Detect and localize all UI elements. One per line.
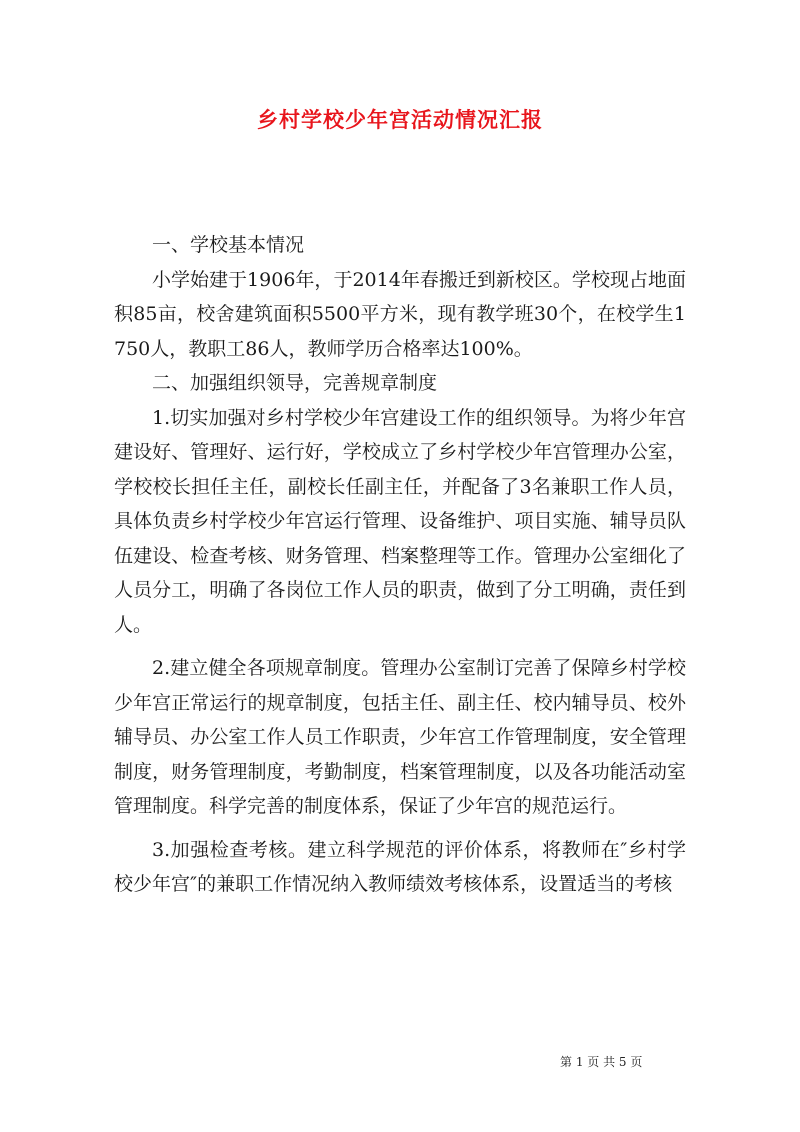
paragraph-item-1: 1.切实加强对乡村学校少年宫建设工作的组织领导。为将少年宫建设好、管理好、运行好，学校成立了乡村学校少年宫管理办公室，学校校长担任主任，副校长任副主任，并配备了3名兼职工作人员，具体负责乡村学校少年宫运行管理、设备维护、项目实施、辅导员队伍建设、检查考核、财务管理、档案整理等工作。管理办公室细化了人员分工，明确了各岗位工作人员的职责，做到了分工明确，责任到人。 (114, 406, 686, 636)
paragraph-basic-info: 小学始建于1906年，于2014年春搬迁到新校区。学校现占地面积85亩，校舍建筑面积5500平方米，现有教学班30个，在校学生1750人，教职工86人，教师学历合格率达100%。 (114, 268, 686, 360)
document-title: 乡村学校少年宫活动情况汇报 (257, 107, 543, 132)
paragraph-item-2: 2.建立健全各项规章制度。管理办公室制订完善了保障乡村学校少年宫正常运行的规章制度，包括主任、副主任、校内辅导员、校外辅导员、办公室工作人员工作职责，少年宫工作管理制度，安全管理制度，财务管理制度，考勤制度，档案管理制度，以及各功能活动室管理制度。科学完善的制度体系，保证了少年宫的规范运行。 (114, 657, 686, 817)
paragraph-item-3: 3.加强检查考核。建立科学规范的评价体系，将教师在″乡村学校少年宫″的兼职工作情况纳入教师绩效考核体系，设置适当的考核 (114, 838, 686, 895)
document-body (114, 228, 686, 902)
page-number-footer: 第 1 页 共 5 页 (560, 1055, 643, 1069)
section-heading-basic-info: 一、学校基本情况 (152, 234, 305, 256)
section-heading-organization: 二、加强组织领导，完善规章制度 (152, 372, 438, 394)
